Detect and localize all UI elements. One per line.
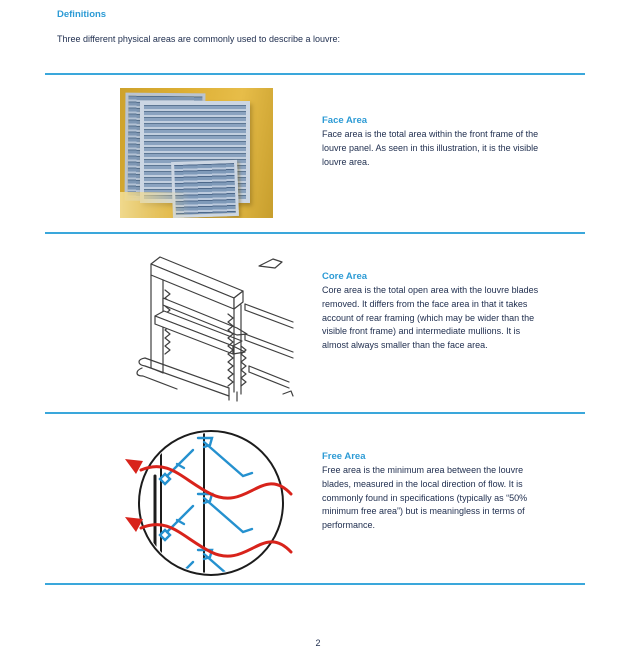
core-area-body: Core area is the total open area with the louvre blades removed. It differs from the face area in that it takes account of rear framing (which may be wider than the visible front frame) and intermediate mullions. It is almost always smaller than the face area. [322,285,539,351]
free-area-flow-diagram [105,424,300,579]
core-area-text [322,271,544,353]
intro-text: Three different physical areas are commonly used to describe a louvre: [57,34,340,44]
face-area-heading: Face Area [322,115,368,126]
face-area-body: Face area is the total area within the front frame of the louvre panel. As seen in this illustration, it is the visible louvre area. [322,129,539,167]
section-divider [45,232,585,234]
face-area-photo [120,88,273,218]
section-divider [45,73,585,75]
section-divider [45,583,585,585]
free-area-heading: Free Area [322,451,366,462]
core-area-line-drawing [133,242,301,402]
page-number: 2 [315,638,321,648]
section-divider [45,412,585,414]
face-area-text [322,115,544,169]
free-area-text [322,451,544,533]
page-title: Definitions [57,9,107,20]
arrowhead-icon [125,517,143,532]
core-area-heading: Core Area [322,271,368,282]
louvre-panel-small [171,160,239,218]
arrowhead-icon [125,459,143,474]
free-area-body: Free area is the minimum area between the louvre blades, measured in the local direction of flow. It is commonly found in specifications (typically as “50% minimum free area”) but is meaningless in terms of performance. [322,465,528,531]
